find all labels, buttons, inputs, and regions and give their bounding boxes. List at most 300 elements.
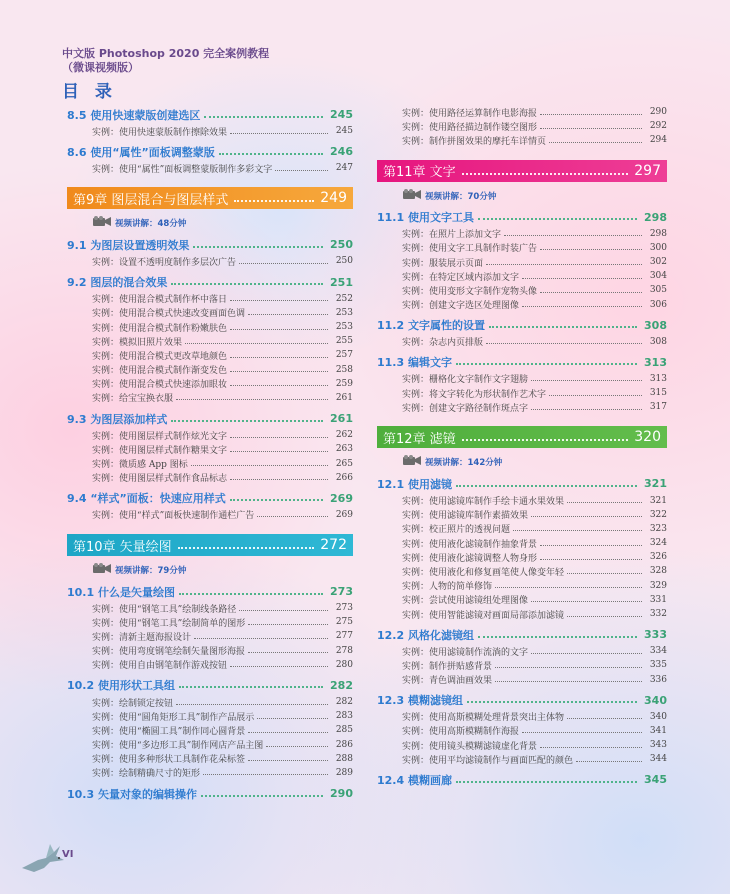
example-entry[interactable]	[377, 372, 667, 386]
page-number-ref: 286	[335, 739, 353, 750]
example-list	[67, 161, 353, 175]
entry-title: 实例：给宝宝换衣服	[92, 394, 174, 405]
chapter-11[interactable]	[377, 160, 667, 182]
dot-leader	[179, 686, 323, 688]
page-number-ref: 245	[335, 126, 353, 137]
entry-title: 实例：使用液化滤镜调整人物身形	[402, 553, 538, 564]
entry-title: 实例：使用镜头模糊滤镜虚化背景	[402, 741, 538, 752]
dot-leader	[513, 530, 642, 531]
example-entry[interactable]	[377, 644, 667, 658]
example-entry[interactable]	[377, 550, 667, 564]
page-number-ref: 269	[335, 509, 353, 520]
entry-title: 实例：服装展示页面	[402, 258, 484, 269]
section-10-2[interactable]	[67, 676, 353, 695]
dot-leader	[567, 718, 642, 719]
example-entry[interactable]	[67, 601, 353, 615]
dot-leader	[486, 343, 642, 344]
page-number-ref: 251	[330, 275, 353, 289]
example-entry[interactable]	[67, 334, 353, 348]
page-number-ref: 313	[644, 355, 667, 369]
example-entry[interactable]	[377, 119, 667, 133]
example-list	[377, 105, 667, 148]
dot-leader	[462, 439, 629, 441]
example-entry[interactable]	[377, 335, 667, 349]
entry-title: 实例：使用高斯模糊制作海报	[402, 727, 520, 738]
example-list	[377, 227, 667, 312]
entry-title: 第11章 文字	[383, 165, 456, 181]
example-entry[interactable]	[67, 124, 353, 138]
example-entry[interactable]	[377, 386, 667, 400]
dot-leader	[230, 329, 328, 330]
page-number-ref: 306	[649, 299, 667, 310]
entry-title: 实例：使用快速蒙版制作擦除效果	[92, 127, 228, 138]
page-number-ref: 328	[649, 566, 667, 577]
entry-title: 实例：使用混合模式快速改变画面色调	[92, 309, 246, 320]
page-number-ref: 247	[335, 163, 353, 174]
example-list	[377, 644, 667, 687]
dot-leader	[257, 718, 328, 719]
dot-leader	[171, 283, 323, 285]
entry-title: 12.1 使用滤镜	[377, 477, 452, 491]
dot-leader	[531, 516, 642, 517]
dot-leader	[230, 451, 328, 452]
dot-leader	[456, 781, 637, 783]
entry-title: 实例：在照片上添加文字	[402, 230, 502, 241]
dot-leader	[567, 616, 642, 617]
page-number-ref: 252	[335, 293, 353, 304]
page-number-ref: 343	[649, 740, 667, 751]
example-entry[interactable]	[67, 658, 353, 672]
example-entry[interactable]	[377, 283, 667, 297]
page-number-ref: 305	[649, 285, 667, 296]
example-list	[67, 124, 353, 138]
page-number-ref: 266	[335, 472, 353, 483]
dot-leader	[230, 437, 328, 438]
entry-title: 实例：使用“钢笔工具”绘制线条路径	[92, 604, 237, 615]
example-entry[interactable]	[377, 255, 667, 269]
entry-title: 10.1 什么是矢量绘图	[67, 585, 175, 599]
example-entry[interactable]	[67, 320, 353, 334]
example-list	[377, 335, 667, 349]
example-entry[interactable]	[377, 269, 667, 283]
page-number-ref: 302	[649, 257, 667, 268]
example-entry[interactable]	[377, 105, 667, 119]
dot-leader	[567, 502, 642, 503]
dot-leader	[549, 395, 642, 396]
page-number-ref: 304	[649, 271, 667, 282]
dot-leader	[495, 681, 642, 682]
entry-title: 实例：使用弯度钢笔绘制矢量图形海报	[92, 647, 246, 658]
entry-title: 10.3 矢量对象的编辑操作	[67, 787, 197, 801]
book-subtitle: （微课视频版）	[62, 61, 139, 74]
dot-leader	[462, 173, 629, 175]
dot-leader	[230, 357, 328, 358]
example-entry[interactable]	[377, 564, 667, 578]
entry-title: 实例：使用图层样式制作糖果文字	[92, 445, 228, 456]
entry-title: 9.4 “样式”面板：快速应用样式	[67, 492, 226, 506]
page-number-ref: 333	[644, 628, 667, 642]
page-number-ref: 321	[644, 477, 667, 491]
example-entry[interactable]	[67, 615, 353, 629]
example-entry[interactable]	[67, 292, 353, 306]
entry-title: 实例：将文字转化为形状制作艺术字	[402, 389, 547, 400]
example-list	[67, 695, 353, 780]
entry-title: 实例：使用文字工具制作时装广告	[402, 244, 538, 255]
entry-title: 实例：创建文字路径制作斑点字	[402, 403, 529, 414]
page-number-ref: 315	[649, 388, 667, 399]
entry-title: 实例：使用滤镜库制作手绘卡通水果效果	[402, 497, 565, 508]
dot-leader	[504, 235, 642, 236]
page-number-ref: 249	[320, 190, 347, 207]
entry-title: 实例：使用“圆角矩形工具”制作产品展示	[92, 712, 255, 723]
entry-title: 实例：使用高斯模糊处理背景突出主体物	[402, 713, 565, 724]
dot-leader	[185, 343, 328, 344]
dot-leader	[522, 306, 642, 307]
page-number-ref: 273	[330, 585, 353, 598]
page-number-ref: 258	[335, 364, 353, 375]
page-number-ref: 332	[649, 609, 667, 620]
section-9-2[interactable]	[67, 273, 353, 292]
example-entry[interactable]	[377, 400, 667, 414]
dot-leader	[201, 795, 323, 797]
dot-leader	[239, 610, 328, 611]
example-entry[interactable]	[67, 377, 353, 391]
dot-leader	[478, 218, 637, 220]
dot-leader	[230, 133, 328, 134]
dot-leader	[171, 420, 323, 422]
example-entry[interactable]	[67, 629, 353, 643]
example-entry[interactable]	[377, 752, 667, 766]
section-8-5[interactable]	[67, 105, 353, 124]
example-entry[interactable]	[377, 710, 667, 724]
entry-title: 实例：设置不透明度制作多层次广告	[92, 257, 237, 268]
example-entry[interactable]	[377, 724, 667, 738]
entry-title: 实例：使用变形文字制作宠物头像	[402, 286, 538, 297]
entry-title: 实例：制作拼图效果的摩托车详情页	[402, 136, 547, 147]
example-entry[interactable]	[67, 391, 353, 405]
example-entry[interactable]	[377, 227, 667, 241]
page-number-ref: 344	[649, 754, 667, 765]
entry-title: 实例：使用液化滤镜制作抽象背景	[402, 539, 538, 550]
page-number-ref: 323	[649, 523, 667, 534]
chapter-9[interactable]	[67, 187, 353, 209]
section-9-4[interactable]	[67, 489, 353, 508]
page-number-ref: 278	[335, 645, 353, 656]
page-number-ref: 285	[335, 725, 353, 736]
example-entry[interactable]	[67, 508, 353, 522]
example-list	[377, 372, 667, 415]
page-number-ref: 261	[335, 392, 353, 403]
page-number-ref: 322	[649, 509, 667, 520]
entry-title: 实例：使用智能滤镜对画面局部添加滤镜	[402, 610, 565, 621]
example-entry[interactable]	[377, 536, 667, 550]
entry-title: 第9章 图层混合与图层样式	[73, 192, 229, 208]
entry-title: 实例：使用“样式”面板快速制作通栏广告	[92, 511, 255, 522]
entry-title: 实例：使用路径运算制作电影海报	[402, 108, 538, 119]
page-number-ref: 259	[335, 378, 353, 389]
section-12-4[interactable]	[377, 770, 667, 789]
book-title: 中文版 Photoshop 2020 完全案例教程	[62, 47, 270, 60]
video-camera-icon	[402, 455, 425, 469]
example-entry[interactable]	[67, 766, 353, 780]
dot-leader	[266, 746, 328, 747]
example-entry[interactable]	[377, 593, 667, 607]
page-number-ref: 246	[330, 145, 353, 159]
page-number-ref: 331	[649, 594, 667, 605]
entry-title: 11.1 使用文字工具	[377, 211, 474, 225]
entry-title: 实例：使用滤镜库制作素描效果	[402, 511, 529, 522]
entry-title: 实例：使用“钢笔工具”绘制简单的图形	[92, 618, 246, 629]
section-9-3[interactable]	[67, 409, 353, 428]
dot-leader	[230, 666, 328, 667]
example-entry[interactable]	[67, 306, 353, 320]
dot-leader	[178, 547, 315, 549]
video-info-ch12	[377, 454, 667, 470]
entry-title: 8.5 使用快速蒙版创建选区	[67, 108, 201, 122]
example-entry[interactable]	[377, 508, 667, 522]
entry-title: 实例：使用多种形状工具制作花朵标签	[92, 755, 246, 766]
chapter-10[interactable]	[67, 534, 353, 556]
example-list	[377, 710, 667, 767]
page-number-ref: 345	[644, 773, 667, 787]
page-number-ref: 261	[330, 412, 353, 426]
entry-title: 实例：微质感 App 图标	[92, 460, 188, 471]
example-entry[interactable]	[67, 695, 353, 709]
dot-leader	[179, 593, 323, 595]
page-number-ref: 341	[649, 725, 667, 736]
video-duration: 视频讲解：142分钟	[425, 458, 503, 469]
entry-title: 实例：使用平均滤镜制作与画面匹配的颜色	[402, 755, 574, 766]
section-9-1[interactable]	[67, 235, 353, 254]
dot-leader	[540, 249, 642, 250]
chapter-12[interactable]	[377, 426, 667, 448]
page-number-ref: 297	[634, 162, 661, 179]
dot-leader	[176, 399, 328, 400]
example-entry[interactable]	[67, 161, 353, 175]
example-entry[interactable]	[67, 644, 353, 658]
entry-title: 11.3 编辑文字	[377, 356, 452, 370]
entry-title: 8.6 使用“属性”面板调整蒙版	[67, 145, 215, 159]
dot-leader	[204, 116, 323, 118]
dot-leader	[191, 465, 328, 466]
example-entry[interactable]	[377, 673, 667, 687]
dot-leader	[230, 385, 328, 386]
dot-leader	[522, 732, 642, 733]
page-number-ref: 272	[320, 537, 347, 553]
page-number-ref: 298	[649, 228, 667, 239]
example-list	[67, 292, 353, 406]
dot-leader	[576, 761, 642, 762]
entry-title: 12.2 风格化滤镜组	[377, 628, 474, 642]
dot-leader	[230, 499, 323, 501]
example-entry[interactable]	[377, 658, 667, 672]
entry-title: 11.2 文字属性的设置	[377, 319, 485, 333]
page-number-ref: 308	[644, 318, 667, 332]
page-number-ref: 313	[649, 373, 667, 384]
section-11-1[interactable]	[377, 208, 667, 227]
video-info-ch11	[377, 188, 667, 204]
section-12-3[interactable]	[377, 691, 667, 710]
page-number-ref: 290	[330, 787, 353, 801]
example-entry[interactable]	[377, 298, 667, 312]
page-number-ref: 326	[649, 552, 667, 563]
example-entry[interactable]	[67, 752, 353, 766]
page-number-ref: 340	[649, 711, 667, 722]
example-entry[interactable]	[377, 607, 667, 621]
example-entry[interactable]	[377, 738, 667, 752]
entry-title: 实例：栅格化文字制作文字翅膀	[402, 375, 529, 386]
page-number-ref: 289	[335, 767, 353, 778]
page-number-ref: 324	[649, 538, 667, 549]
entry-title: 9.1 为图层设置透明效果	[67, 238, 190, 252]
dot-leader	[248, 624, 328, 625]
entry-title: 实例：绘制精确尺寸的矩形	[92, 769, 201, 780]
page-number-ref: 336	[649, 674, 667, 685]
example-entry[interactable]	[377, 133, 667, 147]
example-entry[interactable]	[67, 442, 353, 456]
page-number-ref: 275	[335, 617, 353, 628]
entry-title: 实例：青色调油画效果	[402, 676, 493, 687]
page-number-ref: 269	[330, 491, 353, 505]
dot-leader	[495, 667, 642, 668]
page-number-ref: 273	[335, 603, 353, 614]
example-entry[interactable]	[67, 254, 353, 268]
book-header	[62, 47, 269, 102]
video-info-ch9	[67, 215, 353, 231]
page-number-ref: 294	[649, 135, 667, 146]
dot-leader	[456, 363, 637, 365]
entry-title: 实例：使用混合模式制作渐变发色	[92, 366, 228, 377]
entry-title: 实例：尝试使用滤镜组处理图像	[402, 596, 529, 607]
dot-leader	[230, 371, 328, 372]
page-number-ref: 265	[335, 458, 353, 469]
dot-leader	[248, 314, 328, 315]
dot-leader	[540, 292, 642, 293]
entry-title: 实例：校正照片的透视问题	[402, 525, 511, 536]
page-number-ref: 255	[335, 336, 353, 347]
toc-left-column	[67, 105, 353, 803]
dot-leader	[549, 142, 642, 143]
section-12-2[interactable]	[377, 625, 667, 644]
page-number-ref: 257	[335, 350, 353, 361]
section-10-3[interactable]	[67, 784, 353, 803]
dot-leader	[467, 701, 637, 703]
example-entry[interactable]	[67, 738, 353, 752]
example-entry[interactable]	[67, 348, 353, 362]
entry-title: 实例：使用滤镜制作流淌的文字	[402, 647, 529, 658]
entry-title: 实例：使用混合模式制作粉嫩肤色	[92, 323, 228, 334]
page-number-ref: 290	[649, 107, 667, 118]
entry-title: 实例：使用图层样式制作食品标志	[92, 474, 228, 485]
example-entry[interactable]	[377, 493, 667, 507]
entry-title: 实例：使用“椭圆工具”制作同心圆背景	[92, 726, 246, 737]
toc-title: 目 录	[62, 82, 117, 102]
example-list	[67, 508, 353, 522]
section-8-6[interactable]	[67, 142, 353, 161]
section-12-1[interactable]	[377, 474, 667, 493]
example-list	[67, 601, 353, 672]
video-duration: 视频讲解：70分钟	[425, 191, 497, 202]
entry-title: 实例：使用路径描边制作镂空图形	[402, 122, 538, 133]
toc-right-column	[377, 105, 667, 789]
entry-title: 实例：清新主题海报设计	[92, 632, 192, 643]
video-duration: 视频讲解：48分钟	[115, 219, 187, 230]
page-number-ref: 335	[649, 660, 667, 671]
dot-leader	[540, 545, 642, 546]
dot-leader	[248, 652, 328, 653]
page-number-ref: 320	[634, 429, 661, 446]
example-entry[interactable]	[67, 363, 353, 377]
video-camera-icon	[92, 216, 115, 230]
dot-leader	[531, 601, 642, 602]
page-number-ref: 321	[649, 495, 667, 506]
dot-leader	[456, 485, 637, 487]
example-entry[interactable]	[67, 456, 353, 470]
page-number-ref: 253	[335, 322, 353, 333]
entry-title: 实例：使用图层样式制作炫光文字	[92, 431, 228, 442]
entry-title: 实例：使用液化和修复画笔使人像变年轻	[402, 567, 565, 578]
dot-leader	[478, 636, 637, 638]
section-11-2[interactable]	[377, 316, 667, 335]
dot-leader	[193, 246, 323, 248]
page-number-ref: 340	[644, 693, 667, 707]
entry-title: 实例：创建文字选区处理图像	[402, 301, 520, 312]
dot-leader	[257, 516, 328, 517]
dot-leader	[194, 638, 328, 639]
entry-title: 实例：人物的简单修饰	[402, 582, 493, 593]
dot-leader	[567, 573, 642, 574]
example-entry[interactable]	[377, 579, 667, 593]
dot-leader	[239, 263, 328, 264]
video-camera-icon	[92, 563, 115, 577]
page-number-ref: 250	[335, 256, 353, 267]
dot-leader	[531, 653, 642, 654]
dot-leader	[531, 409, 642, 410]
section-11-3[interactable]	[377, 353, 667, 372]
entry-title: 9.3 为图层添加样式	[67, 412, 168, 426]
entry-title: 实例：制作拼贴感背景	[402, 661, 493, 672]
video-duration: 视频讲解：79分钟	[115, 566, 187, 576]
page-number-ref: 334	[649, 646, 667, 657]
video-info-ch10	[67, 562, 353, 578]
page-number-ref: 263	[335, 444, 353, 455]
example-entry[interactable]	[67, 723, 353, 737]
page-number-ref: 298	[644, 210, 667, 224]
dot-leader	[176, 704, 328, 705]
dot-leader	[486, 264, 642, 265]
entry-title: 实例：模拟旧照片效果	[92, 337, 183, 348]
example-entry[interactable]	[67, 709, 353, 723]
entry-title: 实例：杂志内页排版	[402, 338, 484, 349]
dot-leader	[248, 732, 328, 733]
entry-title: 12.4 模糊画廊	[377, 773, 452, 787]
example-entry[interactable]	[67, 471, 353, 485]
video-camera-icon	[402, 189, 425, 203]
page-number: VI	[62, 849, 74, 860]
page-number-ref: 288	[335, 753, 353, 764]
dot-leader	[540, 114, 642, 115]
entry-title: 实例：使用混合模式快速添加眼妆	[92, 380, 228, 391]
page-number-ref: 317	[649, 402, 667, 413]
example-entry[interactable]	[377, 241, 667, 255]
page-number-ref: 250	[330, 238, 353, 252]
example-entry[interactable]	[67, 428, 353, 442]
example-entry[interactable]	[377, 522, 667, 536]
page-number-ref: 329	[649, 580, 667, 591]
dot-leader	[219, 153, 323, 155]
section-10-1[interactable]	[67, 582, 353, 601]
example-list	[377, 493, 667, 621]
